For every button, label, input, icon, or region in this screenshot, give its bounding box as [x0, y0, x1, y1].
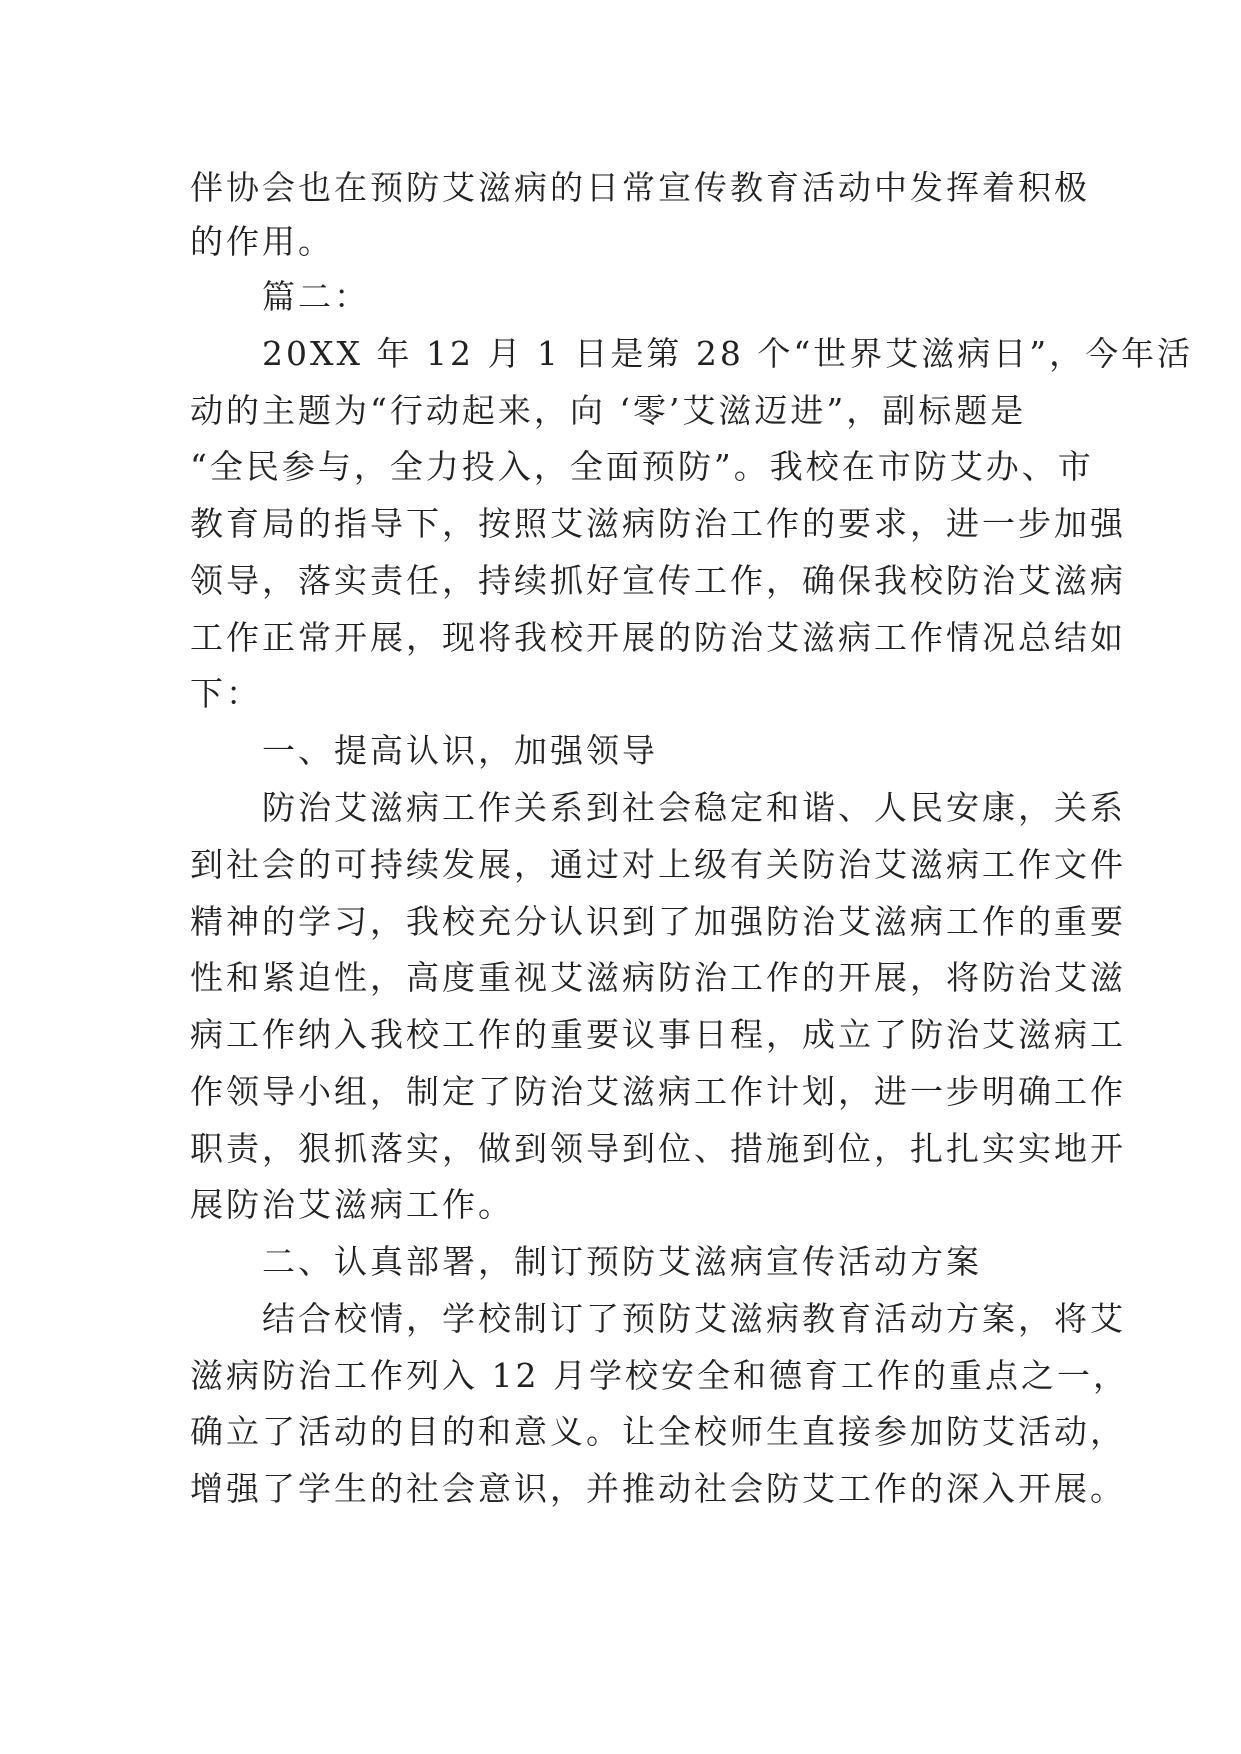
text-line: 伴协会也在预防艾滋病的日常宣传教育活动中发挥着积极: [190, 168, 1090, 207]
section-heading: 二、认真部署，制订预防艾滋病宣传活动方案: [190, 1242, 982, 1281]
text-line: 动的主题为“行动起来，向 ‘零’艾滋迈进”，副标题是: [190, 391, 1027, 430]
text-line: 确立了活动的目的和意义。让全校师生直接参加防艾活动，: [190, 1412, 1126, 1451]
text-line: 职责，狠抓落实，做到领导到位、措施到位，扎扎实实地开: [190, 1129, 1126, 1168]
text-line: “全民参与，全力投入，全面预防”。我校在市防艾办、市: [190, 447, 1094, 486]
text-line: 病工作纳入我校工作的重要议事日程，成立了防治艾滋病工: [190, 1015, 1126, 1054]
text-line: 滋病防治工作列入 12 月学校安全和德育工作的重点之一，: [190, 1356, 1129, 1395]
text-line: 防治艾滋病工作关系到社会稳定和谐、人民安康，关系: [190, 788, 1126, 827]
text-line: 作领导小组，制定了防治艾滋病工作计划，进一步明确工作: [190, 1072, 1126, 1111]
text-line: 教育局的指导下，按照艾滋病防治工作的要求，进一步加强: [190, 504, 1126, 543]
text-line: 20XX 年 12 月 1 日是第 28 个“世界艾滋病日”，今年活: [190, 334, 1194, 373]
text-line: 领导，落实责任，持续抓好宣传工作，确保我校防治艾滋病: [190, 561, 1126, 600]
section-heading: 一、提高认识，加强领导: [190, 731, 658, 770]
text-line: 的作用。: [190, 222, 334, 261]
text-line: 到社会的可持续发展，通过对上级有关防治艾滋病工作文件: [190, 845, 1126, 884]
section-heading: 篇二：: [190, 277, 370, 316]
text-line: 工作正常开展，现将我校开展的防治艾滋病工作情况总结如: [190, 618, 1126, 657]
text-line: 结合校情，学校制订了预防艾滋病教育活动方案，将艾: [190, 1299, 1126, 1338]
text-line: 精神的学习，我校充分认识到了加强防治艾滋病工作的重要: [190, 902, 1126, 941]
text-line: 性和紧迫性，高度重视艾滋病防治工作的开展，将防治艾滋: [190, 958, 1126, 997]
text-line: 展防治艾滋病工作。: [190, 1185, 514, 1224]
text-line: 增强了学生的社会意识，并推动社会防艾工作的深入开展。: [190, 1469, 1126, 1508]
text-line: 下：: [190, 674, 262, 713]
